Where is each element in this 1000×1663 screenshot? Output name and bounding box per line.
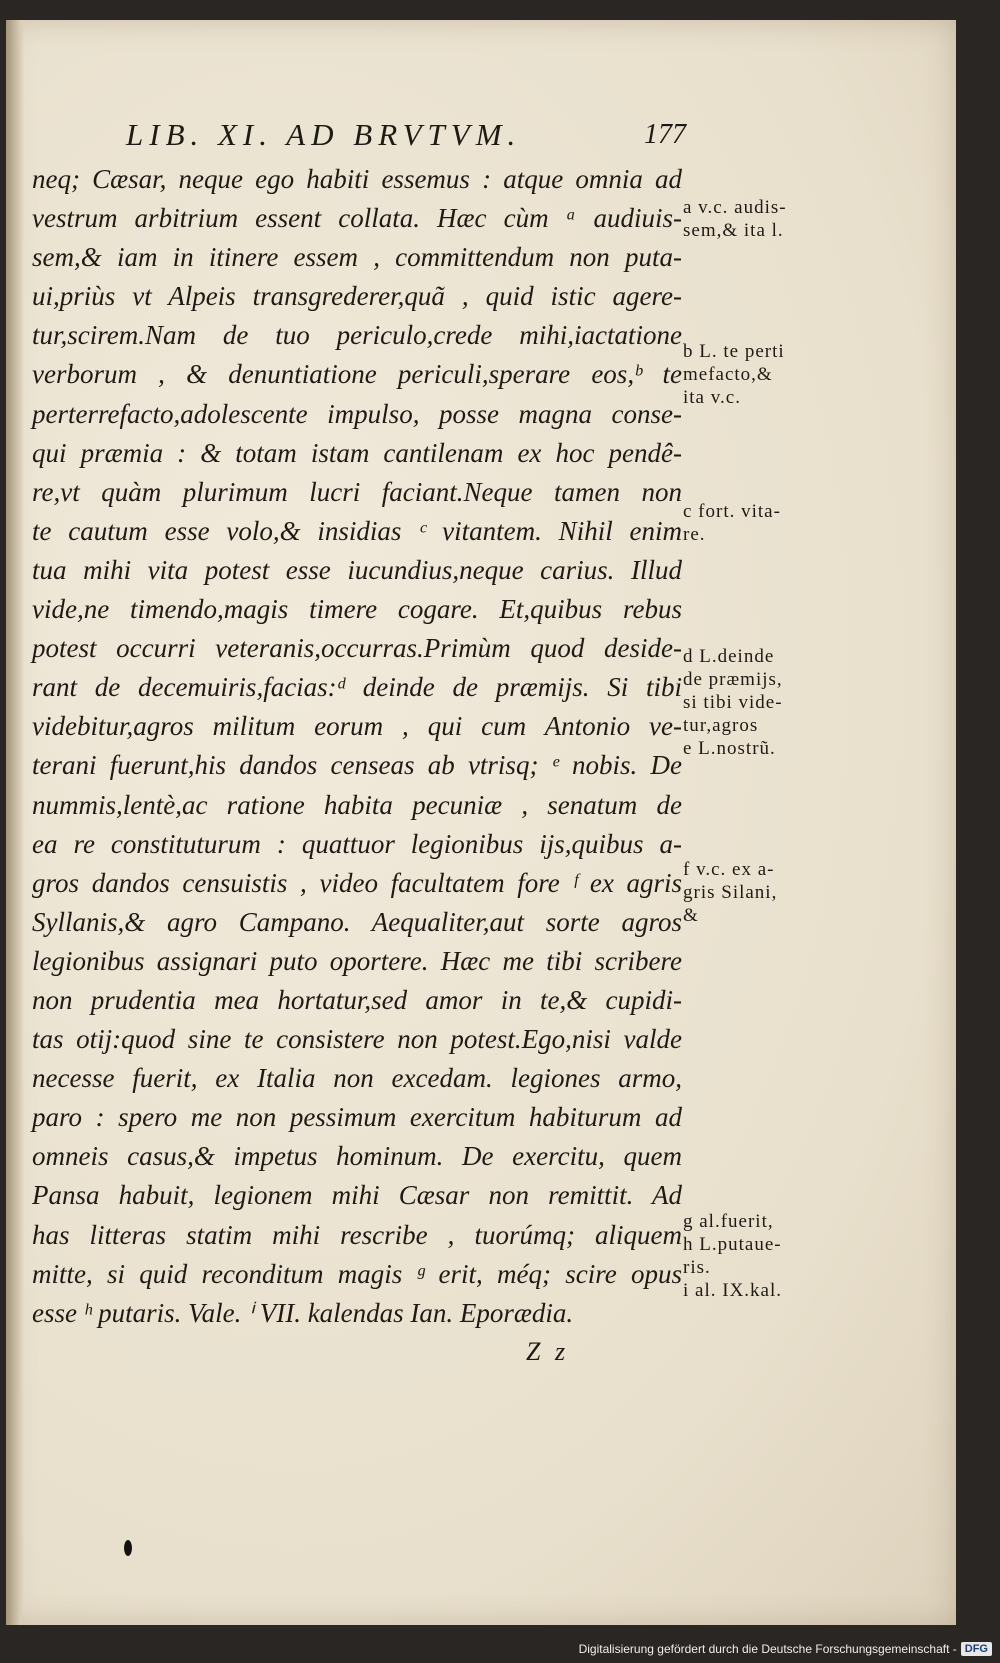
running-title: LIB. XI. AD BRVTVM.	[126, 117, 522, 152]
margin-note-line: si tibi vide-	[683, 692, 783, 713]
margin-note-line: a v.c. audis-	[683, 197, 787, 218]
text-line: Syllanis,& agro Campano. Aequaliter,aut sorte agros	[32, 906, 682, 937]
text-line: nummis,lentè,ac ratione habita pecuniæ , senatum de	[32, 789, 682, 820]
margin-note-line: h L.putaue-	[683, 1234, 782, 1255]
margin-note-d	[683, 645, 843, 760]
text-line: paro : spero me non pessimum exercitum habiturum ad	[32, 1102, 682, 1133]
footer-credit: Digitalisierung gefördert durch die Deutsche Forschungsgemeinschaft -	[578, 1642, 957, 1656]
margin-note-line: f v.c. ex a-	[683, 859, 775, 880]
text-line: non prudentia mea hortatur,sed amor in te,& cupidi-	[32, 984, 682, 1015]
text-line: tua mihi vita potest esse iucundius,neque carius. Illud	[32, 554, 682, 585]
text-line: legionibus assignari puto oportere. Hæc me tibi scribere	[32, 945, 682, 976]
text-line: ea re constituturum : quattuor legionibus ijs,quibus a-	[32, 828, 682, 859]
text-line: Pansa habuit, legionem mihi Cæsar non remittit. Ad	[32, 1180, 682, 1211]
margin-note-f	[683, 858, 843, 927]
margin-note-line: d L.deinde	[683, 646, 775, 667]
margin-note-line: sem,& ita l.	[683, 220, 784, 241]
margin-note-line: c fort. vita-	[683, 501, 781, 522]
margin-note-line: e L.nostrũ.	[683, 738, 776, 759]
text-line: gros dandos censuistis , video facultatem fore ᶠ ex agris	[32, 867, 682, 898]
margin-note-line: ita v.c.	[683, 387, 741, 408]
ink-blot	[124, 1540, 132, 1556]
text-line: rant de decemuiris,facias:ᵈ deinde de præmijs. Si tibi	[32, 672, 682, 703]
margin-note-line: de præmijs,	[683, 669, 783, 690]
signature-mark: Z z	[526, 1337, 570, 1366]
text-line: qui præmia : & totam istam cantilenam ex hoc pendê-	[32, 437, 682, 468]
text-line: videbitur,agros militum eorum , qui cum Antonio ve-	[32, 711, 682, 742]
margin-note-g	[683, 1210, 843, 1302]
margin-note-line: g al.fuerit,	[683, 1211, 774, 1232]
text-line: ui,priùs vt Alpeis transgrederer,quã , quid istic agere-	[32, 281, 682, 312]
text-line: esse ʰ putaris. Vale. ⁱ VII. kalendas Ian. Eporædia.	[32, 1297, 574, 1328]
dfg-logo-icon: DFG	[961, 1642, 992, 1656]
page-gutter-shadow	[6, 20, 24, 1625]
margin-note-line: ris.	[683, 1257, 711, 1278]
running-header	[126, 117, 686, 159]
book-page	[6, 20, 956, 1625]
text-line: vestrum arbitrium essent collata. Hæc cùm ᵃ audiuis-	[32, 203, 682, 234]
margin-note-line: i al. IX.kal.	[683, 1280, 783, 1301]
main-text-block	[32, 160, 682, 1333]
margin-note-line: gris Silani,	[683, 882, 778, 903]
margin-note-line: mefacto,&	[683, 364, 773, 385]
margin-note-line: re.	[683, 524, 706, 545]
text-line: tur,scirem.Nam de tuo periculo,crede mihi,iactatione	[32, 320, 682, 351]
margin-note-b	[683, 340, 843, 409]
text-line: neq; Cæsar, neque ego habiti essemus : atque omnia ad	[32, 164, 682, 194]
text-line: necesse fuerit, ex Italia non excedam. legiones armo,	[32, 1063, 682, 1094]
text-line: te cautum esse volo,& insidias ᶜ vitantem. Nihil enim	[32, 515, 682, 546]
margin-note-a	[683, 196, 843, 242]
margin-note-line: tur,agros	[683, 715, 759, 736]
digitization-footer	[579, 1637, 992, 1661]
text-line: potest occurri veteranis,occurras.Primùm quod deside-	[32, 633, 682, 664]
page-number: 177	[644, 119, 686, 150]
text-line: perterrefacto,adolescente impulso, posse magna conse-	[32, 398, 682, 429]
text-line: omneis casus,& impetus hominum. De exercitu, quem	[32, 1141, 682, 1172]
text-line: vide,ne timendo,magis timere cogare. Et,quibus rebus	[32, 594, 682, 625]
text-line: verborum , & denuntiatione periculi,sperare eos,ᵇ te	[32, 359, 682, 390]
text-line: sem,& iam in itinere essem , committendum non puta-	[32, 242, 682, 273]
text-line: mitte, si quid reconditum magis ᵍ erit, méq; scire opus	[32, 1258, 682, 1289]
text-line: terani fuerunt,his dandos censeas ab vtrisq; ᵉ nobis. De	[32, 750, 682, 781]
margin-note-line: b L. te perti	[683, 341, 785, 362]
text-line: re,vt quàm plurimum lucri faciant.Neque tamen non	[32, 476, 682, 507]
margin-note-c	[683, 500, 843, 546]
text-line: tas otij:quod sine te consistere non potest.Ego,nisi valde	[32, 1024, 682, 1055]
margin-note-line: &	[683, 905, 699, 926]
text-line: has litteras statim mihi rescribe , tuorúmq; aliquem	[32, 1219, 682, 1250]
